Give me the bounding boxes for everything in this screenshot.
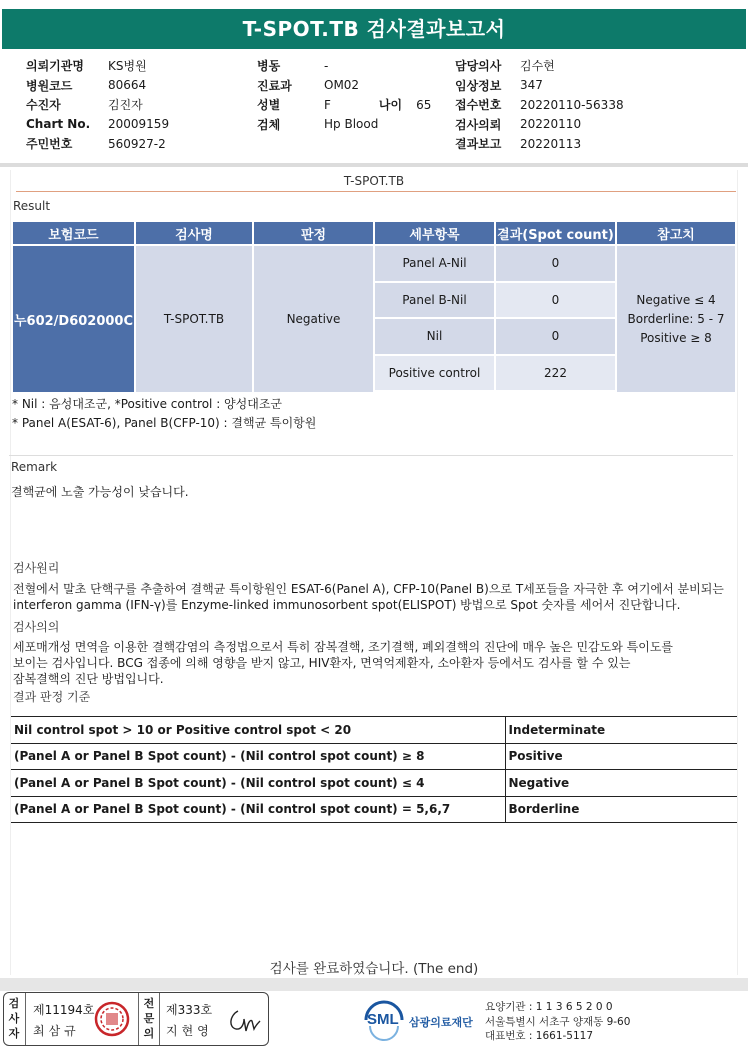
header-cell: 판정	[254, 222, 373, 246]
remark-text: 결핵균에 노출 가능성이 낮습니다.	[11, 485, 189, 499]
text-line: interferon gamma (IFN-γ)를 Enzyme-linked immunosorbent spot(ELISPOT) 방법으로 Spot 숫자를 세어서 진단합니다.	[13, 598, 681, 612]
info-label: Chart No.	[26, 117, 91, 132]
header-cell: 참고치	[617, 222, 735, 246]
principle-label: 검사원리	[13, 561, 60, 575]
principle-text	[13, 581, 743, 613]
patient-info-col1	[26, 56, 169, 154]
info-value: KS병원	[108, 59, 147, 74]
table-row	[11, 717, 737, 744]
info-value: 347	[520, 78, 543, 93]
info-label: 담당의사	[455, 59, 502, 74]
text-line: 전혈에서 말초 단핵구를 추출하여 결핵균 특이항원인 ESAT-6(Panel A), CFP-10(Panel B)으로 T세포들을 자극한 후 여기에서 분비되는	[13, 582, 724, 596]
test-name-cell: T-SPOT.TB	[136, 246, 252, 392]
signature-box	[3, 992, 269, 1046]
info-value: F	[324, 97, 331, 112]
reference-cell	[617, 246, 735, 392]
text-line: 세포매개성 면역을 이용한 결핵감염의 측정법으로서 특히 잠복결핵, 조기결핵, 폐외결핵의 진단에 매우 높은 민감도와 특이도를	[13, 640, 674, 654]
info-label: 진료과	[257, 78, 292, 93]
header-cell: 결과(Spot count)	[496, 222, 615, 246]
doctor-label: 전문의	[143, 997, 155, 1040]
tester-label: 검사자	[8, 997, 20, 1040]
divider	[25, 993, 26, 1045]
criteria-label: 결과 판정 기준	[13, 690, 91, 704]
patient-info-col3	[455, 56, 624, 154]
info-value: 김수현	[520, 59, 555, 74]
end-text: 검사를 완료하였습니다. (The end)	[269, 961, 479, 977]
org-info-line: 서울특별시 서초구 양재동 9-60	[485, 1015, 631, 1028]
footnote: * Nil : 음성대조군, *Positive control : 양성대조군	[12, 397, 283, 411]
info-value: 20009159	[108, 117, 170, 132]
patient-info-col2	[257, 56, 431, 134]
criteria-condition: Nil control spot > 10 or Positive control spot < 20	[11, 717, 505, 744]
info-label: 수진자	[26, 98, 61, 113]
spot-count-cell: 0	[496, 246, 615, 283]
insurance-code-cell: 누602/D602000C	[13, 246, 134, 392]
age-value: 65	[416, 97, 432, 112]
section-divider	[16, 191, 736, 192]
footnote: * Panel A(ESAT-6), Panel B(CFP-10) : 결핵균 특이항원	[12, 416, 317, 430]
sml-logo	[362, 998, 482, 1042]
info-value: 80664	[108, 78, 147, 93]
organization-info	[485, 1000, 630, 1044]
org-info-line: 요양기관 : 1 1 3 6 5 2 0 0	[485, 1001, 613, 1013]
info-value: 560927-2	[108, 136, 166, 151]
table-row	[11, 743, 737, 770]
info-value: 20220110-56338	[520, 97, 624, 112]
divider	[159, 993, 160, 1045]
criteria-result: Negative	[505, 770, 737, 797]
criteria-result: Borderline	[505, 796, 737, 823]
criteria-condition: (Panel A or Panel B Spot count) - (Nil control spot count) = 5,6,7	[11, 796, 505, 823]
criteria-condition: (Panel A or Panel B Spot count) - (Nil control spot count) ≥ 8	[11, 743, 505, 770]
result-table-header	[13, 222, 735, 246]
age-label: 나이	[378, 98, 403, 113]
report-title: T-SPOT.TB 검사결과보고서	[2, 9, 746, 49]
doctor-name: 지현영	[166, 1024, 213, 1038]
result-table	[11, 222, 737, 392]
org-info-line: 대표번호 : 1661-5117	[485, 1030, 594, 1042]
remark-box	[9, 455, 733, 552]
spot-count-cell: 222	[496, 356, 615, 393]
info-label: 성별	[257, 98, 281, 113]
text-line: 잠복결핵의 진단 방법입니다.	[13, 672, 164, 686]
table-row	[11, 796, 737, 823]
info-label: 임상정보	[455, 78, 502, 93]
info-label: 결과보고	[455, 137, 502, 152]
reference-line: Borderline: 5 - 7	[627, 311, 725, 326]
detail-item-cell: Panel A-Nil	[375, 246, 494, 283]
detail-item-cell: Positive control	[375, 356, 494, 393]
detail-item-cell: Nil	[375, 319, 494, 356]
info-value: OM02	[324, 78, 360, 93]
header-divider	[0, 163, 748, 167]
footer-divider	[0, 978, 748, 991]
reference-line: Negative ≤ 4	[636, 292, 716, 307]
info-value: 20220110	[520, 117, 582, 132]
info-label: 의뢰기관명	[26, 59, 84, 74]
table-row	[11, 770, 737, 797]
header-cell: 세부항목	[375, 222, 494, 246]
organization-name: 삼광의료재단	[409, 1016, 473, 1029]
criteria-condition: (Panel A or Panel B Spot count) - (Nil control spot count) ≤ 4	[11, 770, 505, 797]
reference-line: Positive ≥ 8	[640, 330, 712, 345]
significance-text	[13, 639, 743, 687]
info-label: 검체	[257, 117, 281, 132]
info-value: -	[324, 58, 329, 73]
divider	[138, 993, 139, 1045]
tester-number: 제11194호	[33, 1003, 95, 1017]
tester-name: 최삼규	[33, 1024, 80, 1038]
detail-item-cell: Panel B-Nil	[375, 283, 494, 320]
criteria-result: Indeterminate	[505, 717, 737, 744]
info-value: Hp Blood	[324, 117, 379, 132]
red-seal-stamp	[94, 1001, 130, 1037]
section-title: T-SPOT.TB	[343, 174, 405, 188]
text-line: 보이는 검사입니다. BCG 접종에 의해 영향을 받지 않고, HIV환자, 면역억제환자, 소아환자 등에서도 검사를 할 수 있는	[13, 656, 631, 670]
info-label: 접수번호	[455, 98, 502, 113]
handwritten-signature	[226, 1005, 262, 1035]
info-label: 병동	[257, 59, 281, 74]
spot-count-cell: 0	[496, 319, 615, 356]
judgment-cell: Negative	[254, 246, 373, 392]
spot-count-cell: 0	[496, 283, 615, 320]
criteria-table	[11, 716, 737, 823]
logo-text: SML	[367, 1011, 399, 1028]
header-cell: 보험코드	[13, 222, 134, 246]
criteria-result: Positive	[505, 743, 737, 770]
doctor-number: 제333호	[166, 1003, 213, 1017]
significance-label: 검사의의	[13, 620, 60, 634]
remark-label: Remark	[11, 460, 58, 474]
header-cell: 검사명	[136, 222, 252, 246]
info-label: 주민번호	[26, 137, 73, 152]
info-label: 검사의뢰	[455, 117, 502, 132]
info-label: 병원코드	[26, 78, 73, 93]
table-row	[13, 246, 735, 283]
info-value: 20220113	[520, 136, 582, 151]
result-label: Result	[13, 199, 51, 213]
info-value: 김진자	[108, 98, 143, 113]
